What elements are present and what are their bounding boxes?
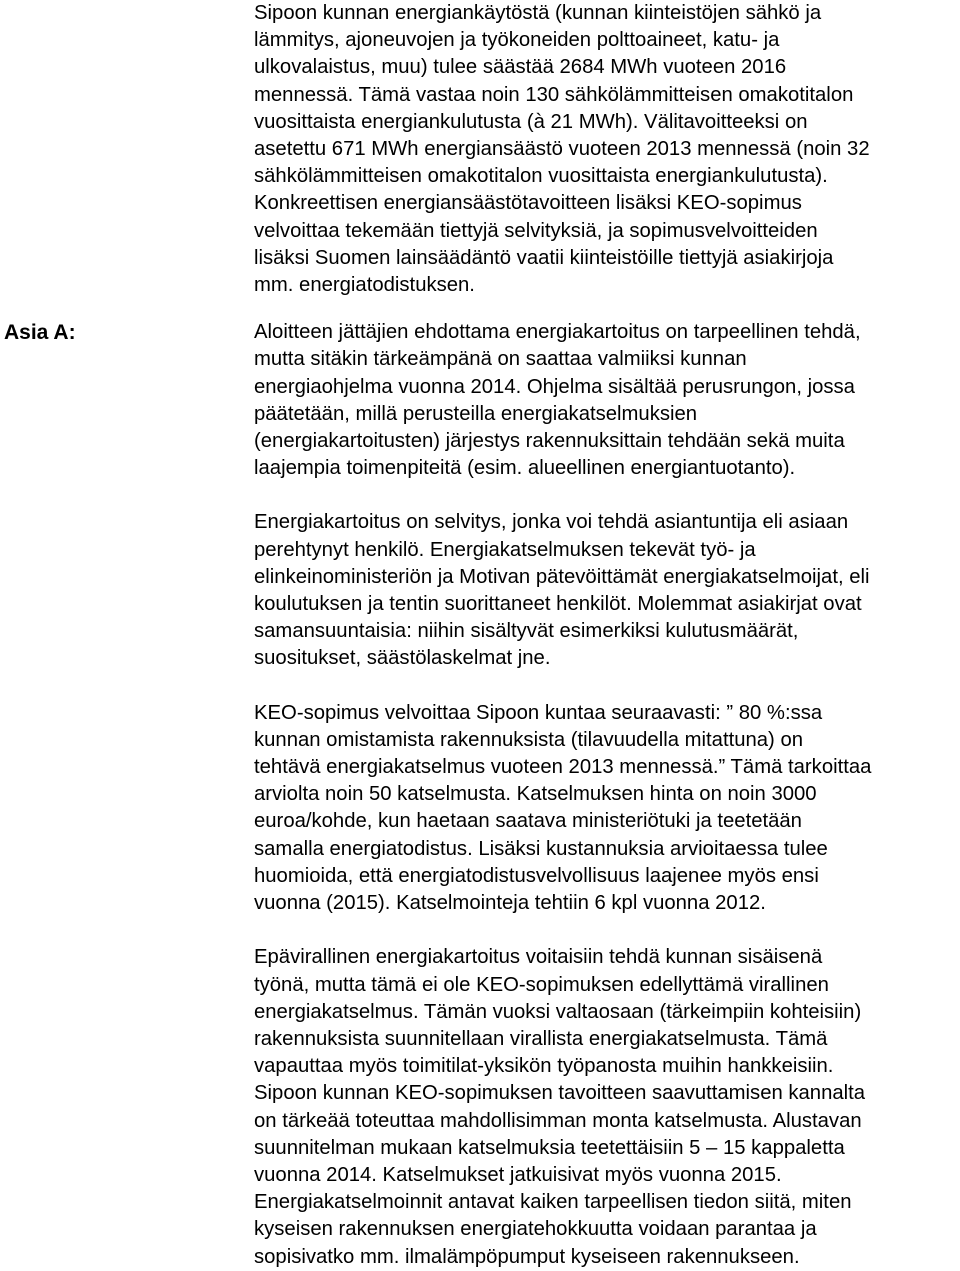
text-line: päätetään, millä perusteilla energiakatselmuksien — [254, 402, 698, 425]
text-line: vuosittaista energiankulutusta (à 21 MWh). Välitavoitteeksi on — [254, 110, 808, 133]
text-line: KEO-sopimus velvoittaa Sipoon kuntaa seuraavasti: ” 80 %:ssa — [254, 701, 823, 724]
paragraph-energy-program — [254, 319, 956, 482]
paragraph-gap — [254, 673, 956, 700]
text-line: Epävirallinen energiakartoitus voitaisiin tehdä kunnan sisäisenä — [254, 946, 823, 969]
section-label: Asia A: — [4, 321, 76, 345]
text-line: perehtynyt henkilö. Energiakatselmuksen tekevät työ- ja — [254, 538, 756, 561]
text-line: Aloitteen jättäjien ehdottama energiakartoitus on tarpeellinen tehdä, — [254, 321, 861, 344]
text-line: kunnan omistamista rakennuksista (tilavuudella mitattuna) on — [254, 728, 803, 751]
text-line: (energiakartoitusten) järjestys rakennuksittain tehdään sekä muita — [254, 430, 845, 453]
text-line: samalla energiatodistus. Lisäksi kustannuksia arvioitaessa tulee — [254, 837, 828, 860]
text-line: sopisivatko mm. ilmalämpöpumput kyseiseen rakennukseen. — [254, 1245, 800, 1268]
text-line: vuonna 2014. Katselmukset jatkuisivat myös vuonna 2015. — [254, 1163, 782, 1186]
text-line: mm. energiatodistuksen. — [254, 274, 475, 297]
text-line: arviolta noin 50 katselmusta. Katselmuksen hinta on noin 3000 — [254, 783, 817, 806]
text-line: on tärkeää toteuttaa mahdollisimman monta katselmusta. Alustavan — [254, 1109, 862, 1132]
intro-row — [0, 0, 960, 299]
text-line: Sipoon kunnan KEO-sopimuksen tavoitteen saavuttamisen kannalta — [254, 1082, 866, 1105]
text-line: lisäksi Suomen lainsäädäntö vaatii kiinteistöille tiettyjä asiakirjoja — [254, 246, 834, 269]
asia-a-row — [0, 319, 960, 1271]
text-line: velvoittaa tekemään tiettyjä selvityksiä, ja sopimusvelvoitteiden — [254, 219, 818, 242]
asia-label-column — [0, 319, 254, 1271]
paragraph-gap — [254, 917, 956, 944]
text-line: Sipoon kunnan energiankäytöstä (kunnan kiinteistöjen sähkö ja — [254, 2, 822, 24]
text-line: energiaohjelma vuonna 2014. Ohjelma sisältää perusrungon, jossa — [254, 375, 855, 398]
paragraph-gap — [254, 482, 956, 509]
text-line: elinkeinoministeriön ja Motivan pätevöittämät energiakatselmoijat, eli — [254, 565, 870, 588]
text-line: rakennuksista suunnitellaan virallista energiakatselmusta. Tämä — [254, 1027, 828, 1050]
text-line: suositukset, säästölaskelmat jne. — [254, 647, 551, 670]
text-line: suunnitelman mukaan katselmuksia teetettäisiin 5 – 15 kappaletta — [254, 1136, 845, 1159]
paragraph-unofficial-audit — [254, 944, 956, 1270]
text-line: vapauttaa myös toimitilat-yksikön työpanosta muihin hankkeisiin. — [254, 1055, 834, 1078]
intro-paragraph — [254, 0, 956, 299]
text-line: energiakatselmus. Tämän vuoksi valtaosaan (tärkeimpiin kohteisiin) — [254, 1000, 862, 1023]
text-line: Konkreettisen energiansäästötavoitteen lisäksi KEO-sopimus — [254, 192, 802, 215]
text-line: sähkölämmitteisen omakotitalon vuosittaista energiankulutusta). — [254, 165, 828, 188]
text-line: lämmitys, ajoneuvojen ja työkoneiden polttoaineet, katu- ja — [254, 29, 780, 52]
text-line: euroa/kohde, kun haetaan saatava ministeriötuki ja teetetään — [254, 810, 802, 833]
text-line: huomioida, että energiatodistusvelvollisuus laajenee myös ensi — [254, 864, 819, 887]
text-line: työnä, mutta tämä ei ole KEO-sopimuksen edellyttämä virallinen — [254, 973, 829, 996]
paragraph-keo-obligation — [254, 700, 956, 918]
intro-label-column — [0, 0, 254, 299]
text-line: laajempia toimenpiteitä (esim. alueellinen energiantuotanto). — [254, 457, 796, 480]
asia-text-column — [254, 319, 956, 1271]
text-line: samansuuntaisia: niihin sisältyvät esimerkiksi kulutusmäärät, — [254, 620, 799, 643]
text-line: mennessä. Tämä vastaa noin 130 sähkölämmitteisen omakotitalon — [254, 83, 854, 106]
text-line: mutta sitäkin tärkeämpänä on saattaa valmiiksi kunnan — [254, 348, 747, 371]
intro-text-column — [254, 0, 956, 299]
paragraph-energy-audit-definition — [254, 509, 956, 672]
text-line: Energiakartoitus on selvitys, jonka voi tehdä asiantuntija eli asiaan — [254, 511, 849, 534]
text-line: Energiakatselmoinnit antavat kaiken tarpeellisen tiedon siitä, miten — [254, 1191, 852, 1214]
text-line: koulutuksen ja tentin suorittaneet henkilöt. Molemmat asiakirjat ovat — [254, 593, 862, 616]
text-line: ulkovalaistus, muu) tulee säästää 2684 MWh vuoteen 2016 — [254, 56, 787, 79]
text-line: kyseisen rakennuksen energiatehokkuutta voidaan parantaa ja — [254, 1218, 817, 1241]
text-line: tehtävä energiakatselmus vuoteen 2013 mennessä.” Tämä tarkoittaa — [254, 756, 872, 779]
text-line: vuonna (2015). Katselmointeja tehtiin 6 kpl vuonna 2012. — [254, 892, 766, 915]
text-line: asetettu 671 MWh energiansäästö vuoteen 2013 mennessä (noin 32 — [254, 138, 870, 161]
